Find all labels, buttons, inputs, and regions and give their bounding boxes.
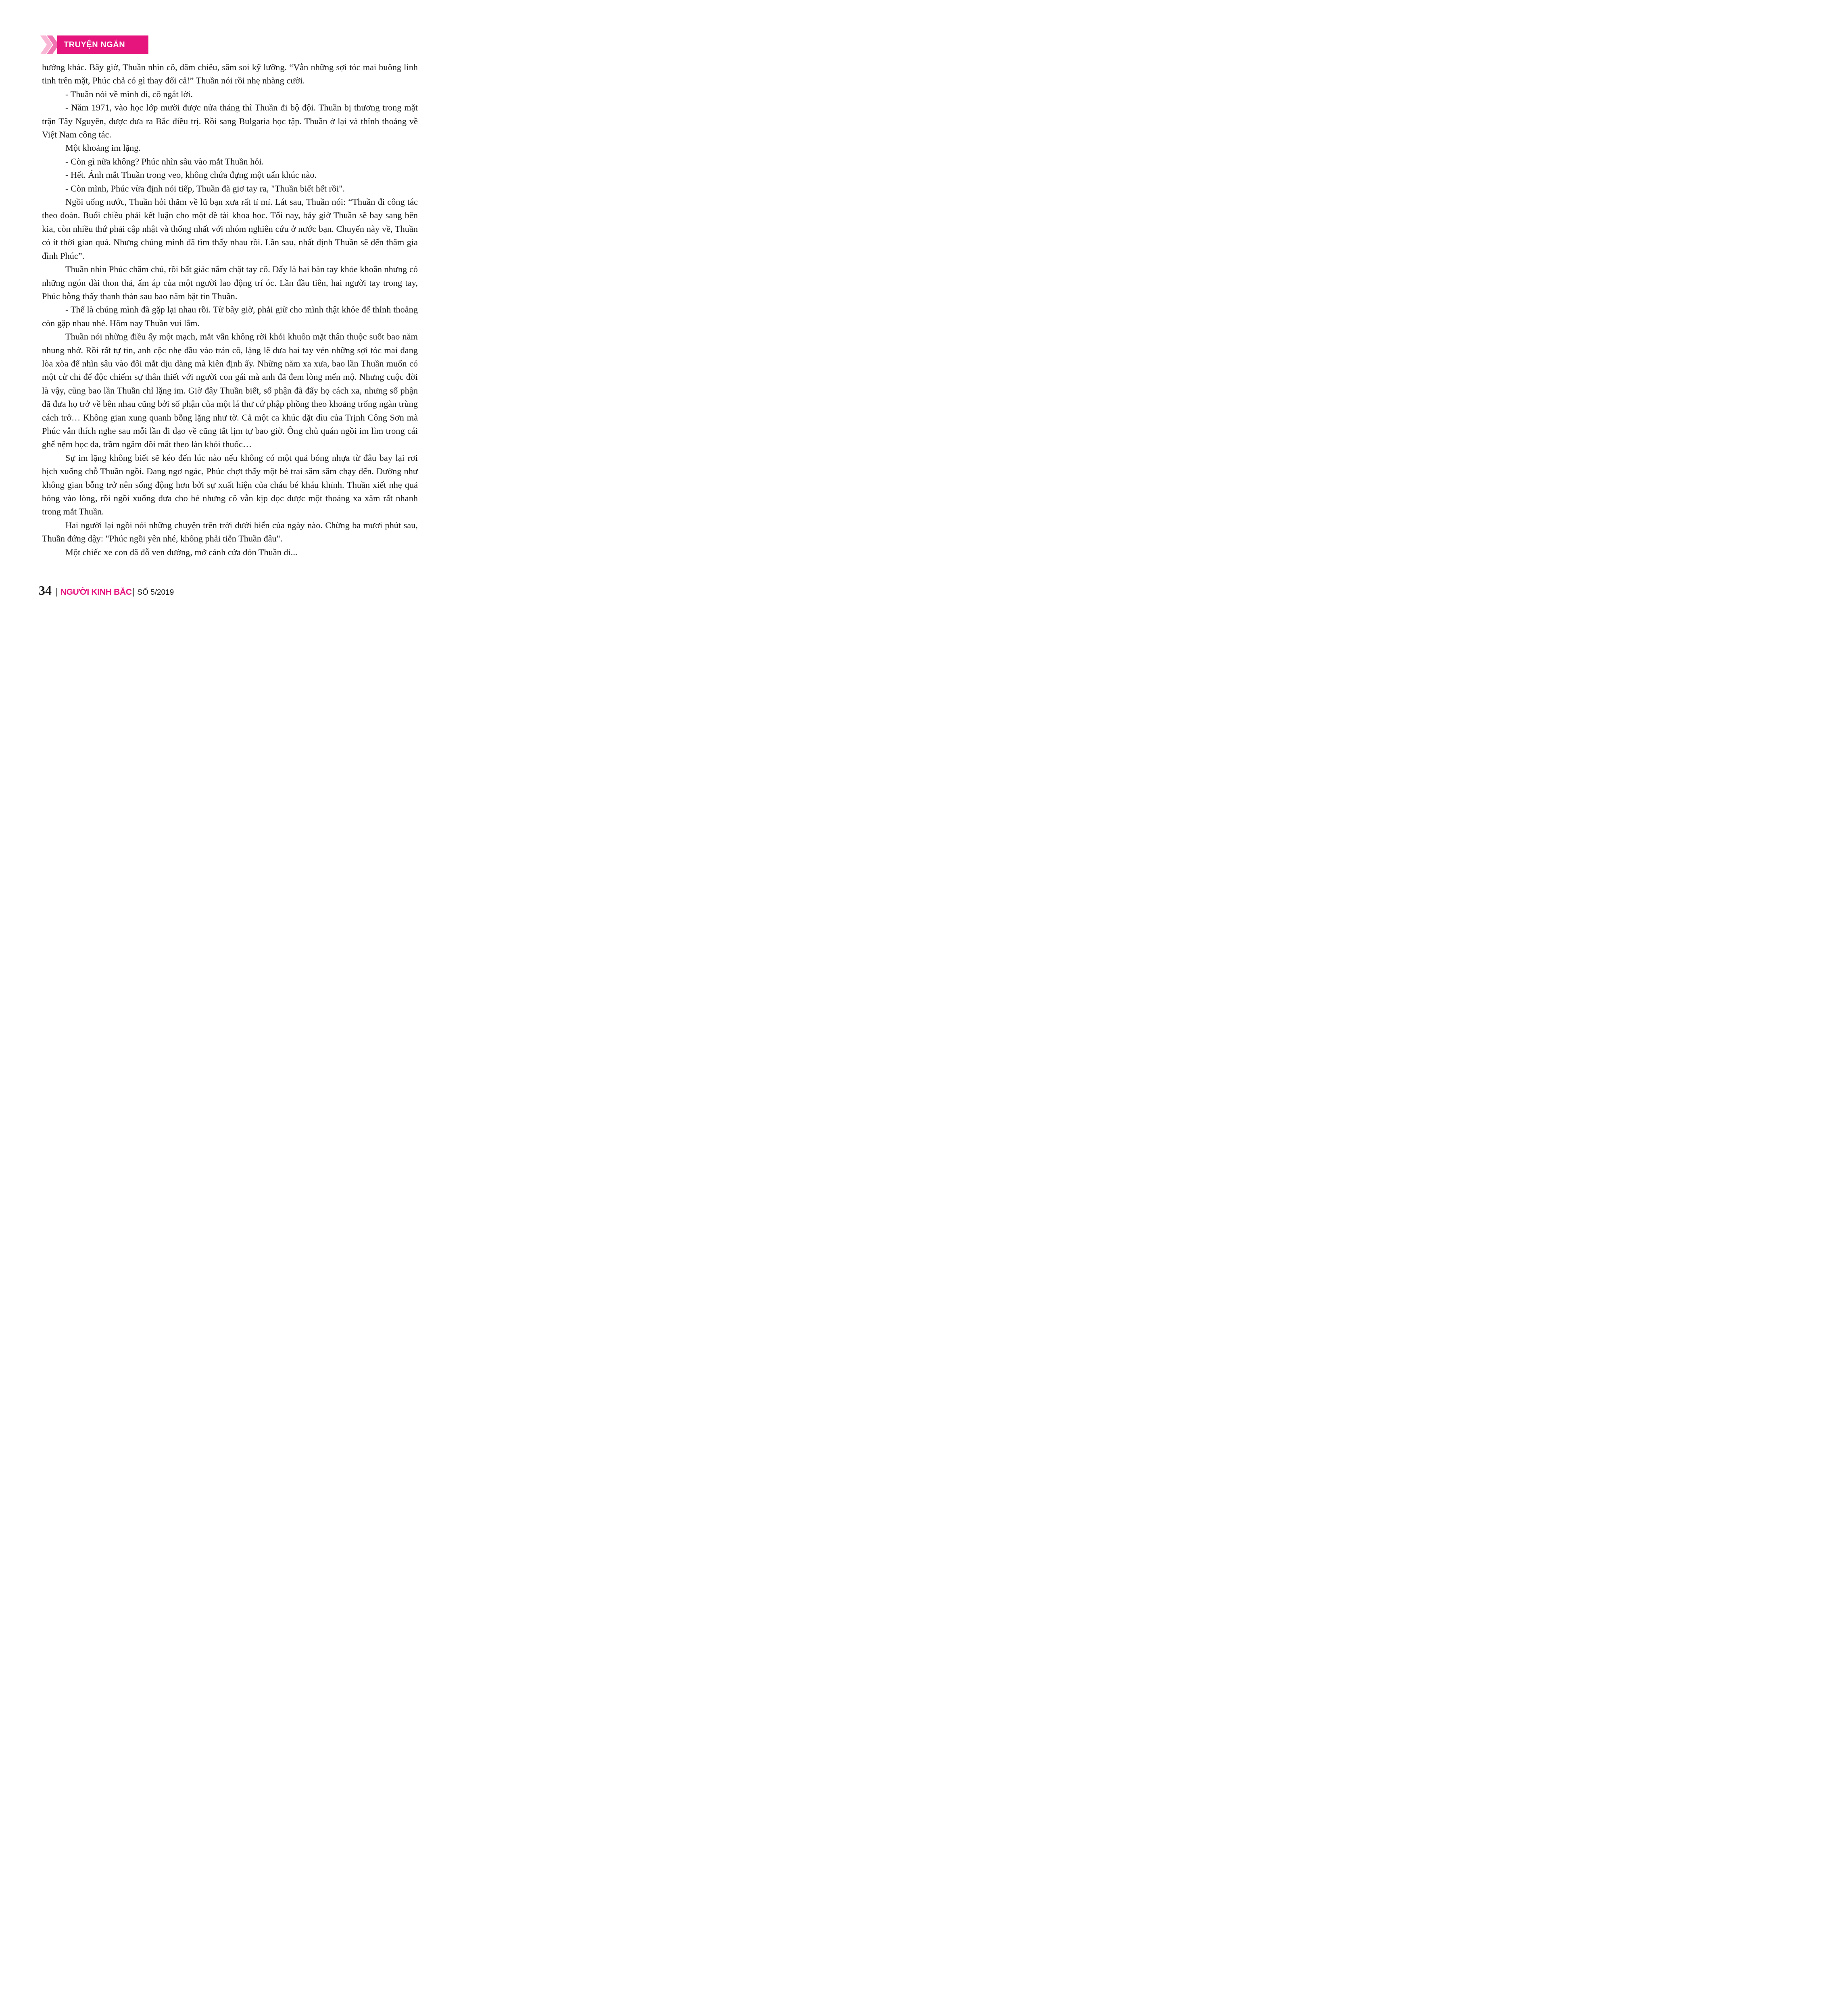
- section-header-tab: [40, 35, 148, 54]
- article-paragraph: hướng khác. Bây giờ, Thuần nhìn cô, đăm chiêu, săm soi kỹ lưỡng. “Vẫn những sợi tóc mai buông linh tinh trên mặt, Phúc chả có gì thay đổi cả!” Thuần nói rồi nhẹ nhàng cười.: [42, 62, 418, 86]
- article-paragraph: Một khoảng im lặng.: [65, 143, 141, 153]
- article-paragraph: - Hết. Ánh mắt Thuần trong veo, không chứa đựng một uẩn khúc nào.: [65, 170, 317, 180]
- footer-separator: |: [56, 587, 58, 597]
- article-paragraph: Hai người lại ngồi nói những chuyện trên trời dưới biển của ngày nào. Chừng ba mươi phút sau, Thuần đứng dậy: "Phúc ngồi yên nhé, không phải tiễn Thuần đâu".: [42, 520, 418, 544]
- section-label: TRUYỆN NGẮN: [64, 40, 125, 49]
- article-paragraph: Sự im lặng không biết sẽ kéo đến lúc nào nếu không có một quả bóng nhựa từ đâu bay lại rơi bịch xuống chỗ Thuần ngồi. Đang ngơ ngác, Phúc chợt thấy một bé trai săm săm chạy đến. Dường như không gian bỗng trở nên sống động hơn bởi sự xuất hiện của cháu bé kháu khỉnh. Thuần xiết nhẹ quả bóng vào lòng, rồi ngồi xuống đưa cho bé nhưng cô vẫn kịp đọc được một thoáng xa xăm rất nhanh trong mắt Thuần.: [42, 452, 418, 517]
- footer-separator: |: [132, 587, 135, 597]
- article-paragraph: - Thuần nói về mình đi, cô ngắt lời.: [65, 89, 193, 99]
- article-body: [42, 60, 418, 559]
- article-paragraph: - Còn gì nữa không? Phúc nhìn sâu vào mắt Thuần hỏi.: [65, 156, 264, 167]
- article-paragraph: - Năm 1971, vào học lớp mười được nửa tháng thì Thuần đi bộ đội. Thuần bị thương trong mặt trận Tây Nguyên, được đưa ra Bắc điều trị. Rồi sang Bulgaria học tập. Thuần ở lại và thỉnh thoảng về Việt Nam công tác.: [42, 102, 418, 140]
- article-paragraph: Thuần nói những điều ấy một mạch, mắt vẫn không rời khỏi khuôn mặt thân thuộc suốt bao năm nhung nhớ. Rồi rất tự tin, anh cộc nhẹ đầu vào trán cô, lặng lẽ đưa hai tay vén những sợi tóc mai đang lòa xòa để nhìn sâu vào đôi mắt dịu dàng mà kiên định ấy. Những năm xa xưa, bao lần Thuần muốn có một cử chỉ để độc chiếm sự thân thiết với người con gái mà anh đã đem lòng mến mộ. Nhưng cuộc đời là vậy, cũng bao lần Thuần chỉ lặng im. Giờ đây Thuần biết, số phận đã đẩy họ cách xa, nhưng số phận đã đưa họ trở về bên nhau cũng bởi số phận của một lá thư cứ phập phồng theo khoảng trống ngàn trùng cách trở… Không gian xung quanh bỗng lặng như tờ. Cả một ca khúc dặt dìu của Trịnh Công Sơn mà Phúc vẫn thích nghe sau mỗi lần đi dạo về cũng tắt lịm tự bao giờ. Ông chủ quán ngồi im lìm trong cái ghế nệm bọc da, trầm ngâm dõi mắt theo làn khói thuốc…: [42, 331, 418, 450]
- article-paragraph: Thuần nhìn Phúc chăm chú, rồi bất giác nắm chặt tay cô. Đấy là hai bàn tay khỏe khoắn nhưng có những ngón dài thon thả, ấm áp của một người lao động trí óc. Lần đầu tiên, hai người tay trong tay, Phúc bỗng thấy thanh thản sau bao năm bặt tin Thuần.: [42, 264, 418, 301]
- issue-number: SỐ 5/2019: [137, 588, 174, 597]
- page-number: 34: [39, 583, 52, 598]
- magazine-name: NGƯỜI KINH BẮC: [60, 587, 132, 597]
- article-paragraph: Ngồi uống nước, Thuần hỏi thăm về lũ bạn xưa rất tỉ mỉ. Lát sau, Thuần nói: “Thuần đi công tác theo đoàn. Buổi chiều phải kết luận cho một đề tài khoa học. Tối nay, bảy giờ Thuần sẽ bay sang bên kia, còn nhiều thứ phải cập nhật và thống nhất với nhóm nghiên cứu ở nước bạn. Chuyến này về, Thuần có ít thời gian quá. Nhưng chúng mình đã tìm thấy nhau rồi. Lần sau, nhất định Thuần sẽ đến thăm gia đình Phúc”.: [42, 197, 418, 261]
- page-footer: [39, 583, 174, 599]
- article-paragraph: - Còn mình, Phúc vừa định nói tiếp, Thuần đã giơ tay ra, "Thuần biết hết rồi".: [65, 183, 345, 194]
- article-paragraph: - Thế là chúng mình đã gặp lại nhau rồi. Từ bây giờ, phải giữ cho mình thật khỏe để thỉnh thoảng còn gặp nhau nhé. Hôm nay Thuần vui lắm.: [42, 304, 418, 328]
- article-paragraph: Một chiếc xe con đã đỗ ven đường, mở cánh cửa đón Thuần đi...: [65, 547, 298, 557]
